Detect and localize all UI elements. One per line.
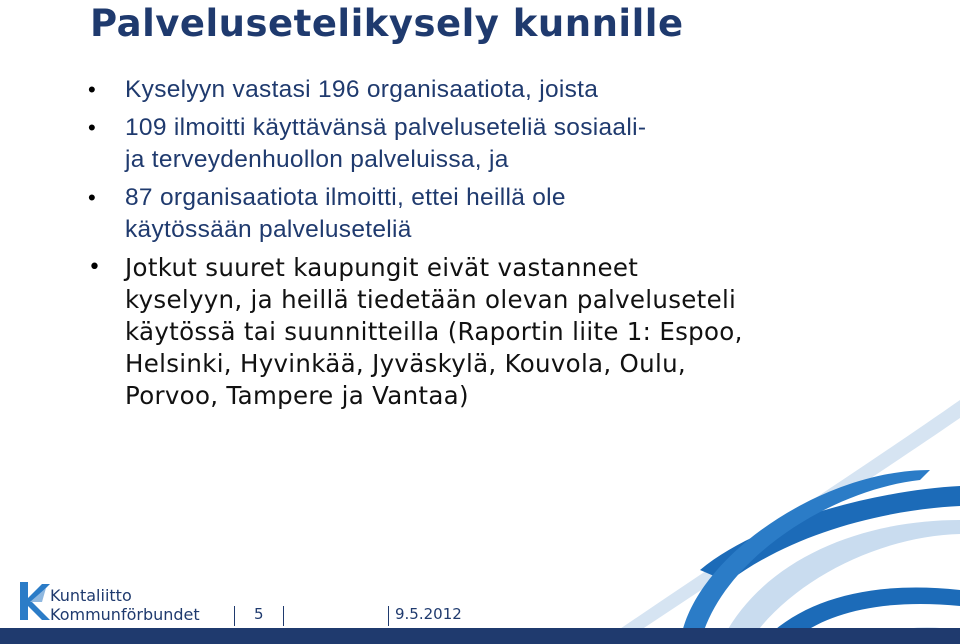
footer-date: 9.5.2012 (395, 605, 462, 623)
footer-separator (283, 606, 284, 626)
bullet-dot-icon: • (88, 255, 102, 280)
logo-line-1: Kuntaliitto (50, 586, 132, 605)
bullet-line: käytössä tai suunnitteilla (Raportin liite 1: Espoo, (125, 317, 743, 346)
bullet-line: kyselyyn, ja heillä tiedetään olevan palveluseteli (125, 285, 737, 314)
bullet-dot-icon: • (88, 77, 97, 102)
bullet-line: 87 organisaatiota ilmoitti, ettei heillä ole (125, 184, 566, 211)
footer-separator (388, 606, 389, 626)
bullet-line: Helsinki, Hyvinkää, Jyväskylä, Kouvola, Oulu, (125, 349, 686, 378)
logo-text (50, 586, 200, 624)
bullet-item (88, 74, 808, 106)
bullet-line: Porvoo, Tampere ja Vantaa) (125, 381, 469, 410)
bullet-list (88, 74, 808, 412)
bullet-line: Kyselyyn vastasi 196 organisaatiota, joista (125, 76, 599, 103)
bullet-line: käytössään palveluseteliä (125, 216, 412, 243)
page-number: 5 (254, 605, 264, 623)
footer-separator (234, 606, 235, 626)
bullet-line: ja terveydenhuollon palveluissa, ja (125, 146, 509, 173)
slide-title: Palvelusetelikysely kunnille (90, 2, 684, 45)
bullet-item (88, 182, 808, 246)
bullet-item (88, 112, 808, 176)
bullet-dot-icon: • (88, 115, 97, 140)
logo-line-2: Kommunförbundet (50, 605, 200, 624)
bullet-line: 109 ilmoitti käyttävänsä palveluseteliä sosiaali- (125, 114, 647, 141)
bullet-dot-icon: • (88, 185, 97, 210)
bullet-item (88, 252, 808, 412)
bullet-line: Jotkut suuret kaupungit eivät vastanneet (125, 253, 639, 282)
